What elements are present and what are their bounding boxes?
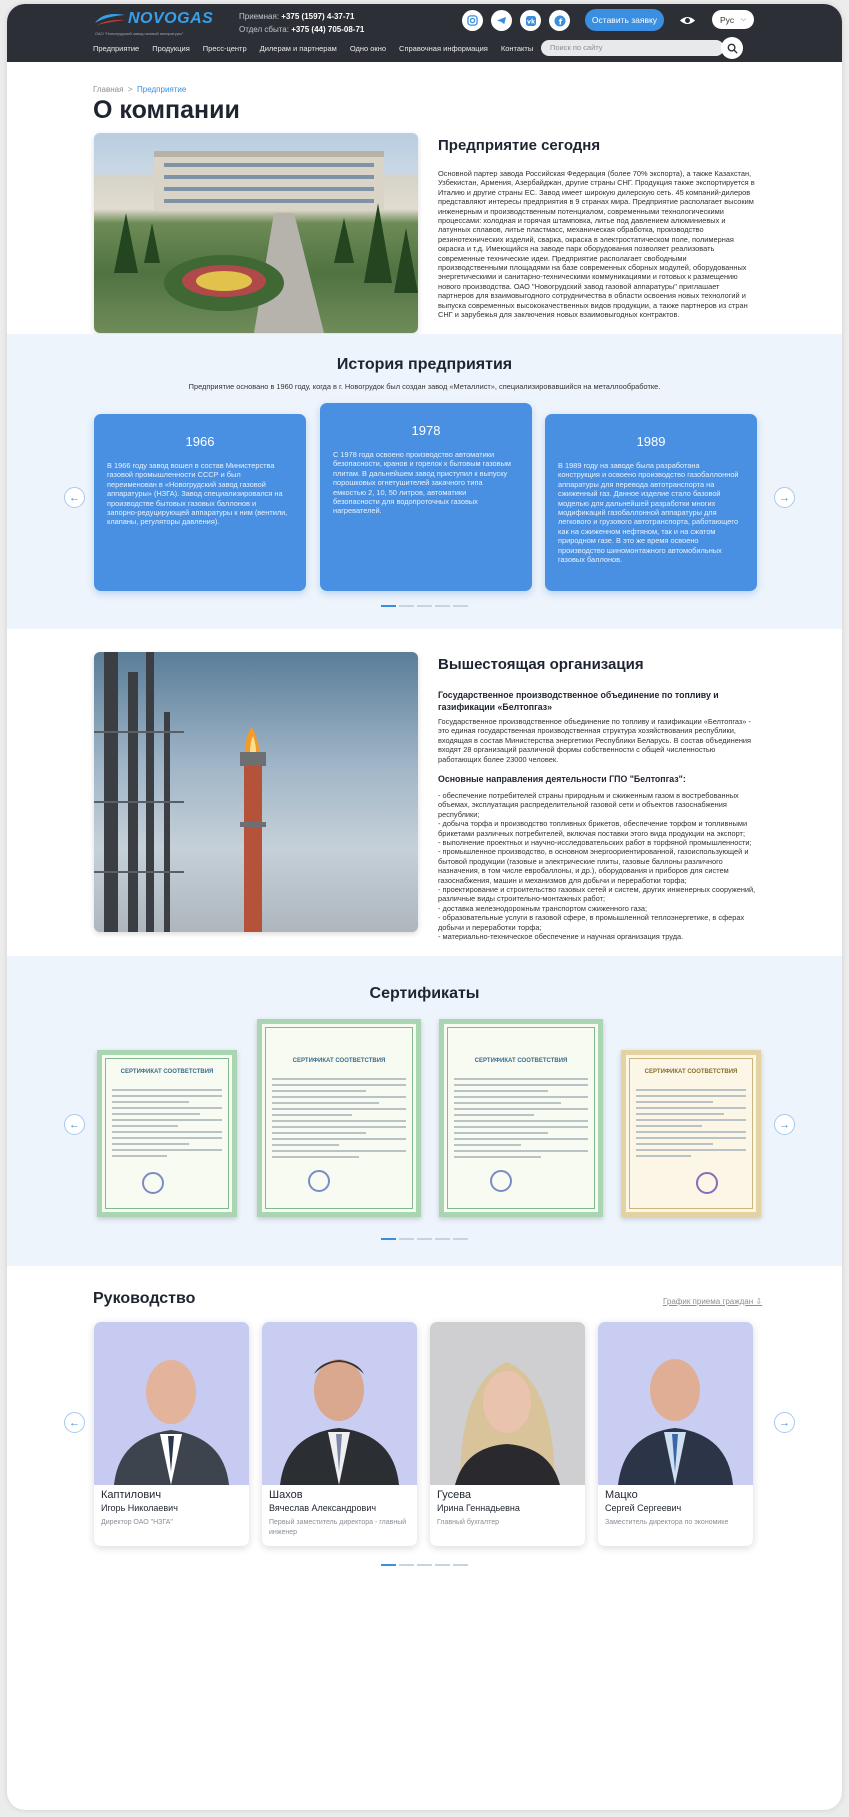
pagination-dot[interactable] (399, 1238, 414, 1240)
telegram-icon[interactable] (491, 10, 512, 31)
pagination-dot[interactable] (417, 1564, 432, 1566)
certificate-image[interactable] (621, 1050, 761, 1217)
direction-item: - добыча торфа и производство топливных брикетов, обеспечение торфом и топливными брикетами различных потребителей, включая поставки этого вида продукции на экспорт; (438, 819, 748, 838)
stamp-icon (142, 1172, 164, 1194)
certificate-heading: СЕРТИФИКАТ СООТВЕТСТВИЯ (120, 1069, 214, 1075)
history-year: 1989 (636, 434, 666, 449)
certificate-image[interactable] (439, 1019, 603, 1217)
person-photo (430, 1322, 585, 1485)
main-nav (93, 44, 546, 53)
reception-schedule-label: График приема граждан (663, 1297, 754, 1306)
certificate-heading: СЕРТИФИКАТ СООТВЕТСТВИЯ (292, 1058, 386, 1064)
today-title: Предприятие сегодня (438, 137, 601, 154)
person-last-name: Мацко (605, 1489, 638, 1501)
chevron-down-icon: ⌵ (740, 15, 746, 23)
history-text: С 1978 года освоено производство автоматики безопасности, кранов и горелок к бытовым газовым плитам. В дальнейшем завод приступил к выпуску порошковых огнетушителей закачного типа емкостью 2, 10, 50 литров, автоматики безопасности для водопроточных газовых нагревателей. (333, 450, 511, 516)
certificates-pagination (381, 1238, 468, 1240)
pagination-dot[interactable] (381, 605, 396, 607)
history-next-button[interactable] (774, 487, 795, 508)
person-last-name: Шахов (269, 1489, 303, 1501)
pagination-dot[interactable] (381, 1564, 396, 1566)
parent-title: Вышестоящая организация (438, 656, 644, 673)
phone1[interactable]: +375 (1597) 4-37-71 (281, 12, 355, 21)
download-icon: ⇩ (755, 1297, 763, 1306)
history-card (94, 414, 306, 591)
pagination-dot[interactable] (453, 1564, 468, 1566)
instagram-icon[interactable] (462, 10, 483, 31)
svg-text:f: f (558, 17, 562, 26)
parent-directions-title: Основные направления деятельности ГПО "Белтопгаз": (438, 774, 686, 784)
breadcrumb-separator: > (127, 85, 133, 94)
today-text: Основной партер завода Российская Федерация (более 70% экспорта), а также Казахстан, Узбекистан, Армения, Азербайджан, другие страны СНГ. Продукция также экспортируется в Италию и другие страны ЕС. Завод имеет широкую дилерскую сеть. 45 компаний-дилеров представляют интересы предприятия в 9 странах мира. Предприятие располагает высоким инженерным и производственным потенциалом, современными технологическими процессами: холодная и горячая штамповка, литье под давлением алюминиевых и латунных сплавов, литье пластмасс, механическая обработка, производство резинотехнических изделий, сварка, окраска в электростатическом поле, полимерная окраска и т.д. Имеющийся на заводе парк оборудования позволяет реализовать современные технические идеи. Предприятие располагает свободными производственными площадями на базе современных сборных модулей, оборудованных энергетическими и санитарно-техническими коммуникациями и готовых к размещению нового производства. ОАО "Новогрудский завод газовой аппаратуры" приглашает партнеров для взаимовыгодного сотрудничества в области освоения новых технологий и выпуска современных высококачественных видов продукции, а также партнеров из стран СНГ и зарубежья для заключения новых взаимовыгодных контрактов. (438, 169, 755, 320)
arrow-left-icon: ← (69, 491, 80, 504)
person-card[interactable] (598, 1322, 753, 1546)
history-text: В 1989 году на заводе была разработана конструкция и освоено производство газобаллонной аппаратуры для перевода автотранспорта на сжиженный газ. Данное изделие стало базовой моделью для дальнейшей разработки многих модификаций газобаллонной аппаратуры для легкового и грузового автотранспорта, работающего как на сжиженном нефтяном, так и на сжатом природном газе. В это же время освоено производство шиномонтажного автомобильных газовых баллонов. (558, 461, 739, 565)
stamp-icon (490, 1170, 512, 1192)
pagination-dot[interactable] (453, 1238, 468, 1240)
breadcrumb-current: Предприятие (137, 85, 187, 94)
logo[interactable] (93, 10, 223, 36)
management-title: Руководство (93, 1290, 196, 1307)
site-header (7, 4, 842, 62)
person-first-name: Игорь Николаевич (101, 1503, 178, 1513)
certificate-heading: СЕРТИФИКАТ СООТВЕТСТВИЯ (474, 1058, 568, 1064)
pagination-dot[interactable] (435, 1564, 450, 1566)
management-pagination (381, 1564, 468, 1566)
direction-item: - материально-техническое обеспечение и научная организация труда. (438, 932, 684, 942)
person-card[interactable] (430, 1322, 585, 1546)
management-prev-button[interactable] (64, 1412, 85, 1433)
pagination-dot[interactable] (435, 605, 450, 607)
phone2[interactable]: +375 (44) 705-08-71 (291, 25, 365, 34)
parent-directions-list (438, 791, 756, 942)
phone2-label: Отдел сбыта: (239, 25, 289, 34)
person-role: Директор ОАО "НЗГА" (101, 1519, 173, 1526)
pagination-dot[interactable] (417, 605, 432, 607)
breadcrumb-home[interactable]: Главная (93, 85, 124, 94)
person-card[interactable] (262, 1322, 417, 1546)
parent-org-name: Государственное производственное объединение по топливу и газификации «Белтопгаз» (438, 690, 719, 712)
facebook-icon[interactable] (549, 10, 570, 31)
history-title: История предприятия (336, 356, 513, 373)
request-button[interactable]: Оставить заявку (585, 9, 664, 31)
svg-text:vk: vk (526, 18, 535, 25)
factory-photo (94, 133, 418, 333)
stamp-icon (696, 1172, 718, 1194)
gas-flare-photo (94, 652, 418, 932)
search-button[interactable] (721, 37, 743, 59)
arrow-right-icon: → (779, 491, 790, 504)
pagination-dot[interactable] (435, 1238, 450, 1240)
nav-item-dealers[interactable]: Дилерам и партнерам (259, 44, 337, 53)
management-next-button[interactable] (774, 1412, 795, 1433)
certificates-next-button[interactable] (774, 1114, 795, 1135)
person-photo (262, 1322, 417, 1485)
direction-item: - выполнение проектных и научно-исследовательских работ в торфяной промышленности; (438, 838, 752, 848)
accessibility-eye-icon[interactable] (679, 15, 696, 26)
logo-text: NOVOGAS (128, 10, 214, 27)
stamp-icon (308, 1170, 330, 1192)
phone1-label: Приемная: (239, 12, 280, 21)
pagination-dot[interactable] (381, 1238, 396, 1240)
person-role: Первый заместитель директора - главный инженер (269, 1519, 407, 1536)
breadcrumb (93, 85, 186, 94)
direction-item: - проектирование и строительство газовых сетей и систем, других инженерных сооружений, различные виды строительно-монтажных работ; (438, 885, 756, 904)
person-first-name: Сергей Сергеевич (605, 1503, 682, 1513)
parent-org-text: Государственное производственное объединение по топливу и газификации «Белтопгаз» - это единая государственная производственная структура хозяйствования республики, входящая в состав Министерства энергетики Республики Беларусь. В состав объединения входят 28 организаций различной формы собственности с общей численностью работающих более 23000 человек. (438, 717, 752, 764)
logo-icon (93, 11, 127, 27)
search-icon (727, 43, 738, 54)
certificate-image[interactable] (257, 1019, 421, 1217)
direction-item: - образовательные услуги в газовой сфере, в промышленной теплоэнергетике, в сферах добычи и переработки торфа; (438, 913, 745, 932)
language-select[interactable] (712, 10, 754, 29)
history-prev-button[interactable] (64, 487, 85, 508)
page-title: О компании (93, 96, 240, 124)
direction-item: - промышленное производство, в основном энергоориентированной, газоиспользующей и бытовой продукции (газовые и электрические плиты, газовые баллоны различного назначения, в том числе евробаллоны, и др.), оборудования и приборов для систем газоснабжения, машин и механизмов для добычи и переработки торфа; (438, 847, 749, 885)
arrow-left-icon: ← (69, 1118, 80, 1131)
language-value: Рус (720, 14, 735, 25)
person-last-name: Гусева (437, 1489, 472, 1501)
nav-item-press[interactable]: Пресс-центр (202, 44, 247, 53)
reception-schedule-link[interactable] (663, 1297, 762, 1306)
history-text: В 1966 году завод вошел в состав Министерства газовой промышленности СССР и был переименован в «Новогрудский завод газовой аппаратуры» (НЗГА). Завод специализировался на производстве бытовых газовых баллонов и запорно-редуцирующей аппаратуры к ним (вентили, клапаны, регуляторы давления). (107, 461, 288, 527)
person-photo (598, 1322, 753, 1485)
certificate-heading: СЕРТИФИКАТ СООТВЕТСТВИЯ (644, 1069, 738, 1075)
pagination-dot[interactable] (417, 1238, 432, 1240)
history-subtitle: Предприятие основано в 1960 году, когда в г. Новогрудок был создан завод «Металлист», специализировавшийся на металлообработке. (188, 382, 661, 391)
certificates-title: Сертификаты (369, 985, 480, 1002)
history-pagination (381, 605, 468, 607)
page-frame (7, 4, 842, 1810)
nav-item-one-window[interactable]: Одно окно (349, 44, 387, 53)
history-card (320, 403, 532, 591)
contact-phones (239, 10, 364, 36)
certificate-image[interactable] (97, 1050, 237, 1217)
person-role: Заместитель директора по экономике (605, 1519, 729, 1526)
nav-item-reference[interactable]: Справочная информация (399, 44, 488, 53)
history-card (545, 414, 757, 591)
arrow-right-icon: → (779, 1416, 790, 1429)
arrow-left-icon: ← (69, 1416, 80, 1429)
arrow-right-icon: → (779, 1118, 790, 1131)
nav-item-enterprise[interactable]: Предприятие (93, 44, 140, 53)
nav-item-contacts[interactable]: Контакты (500, 44, 534, 53)
logo-subtitle: ОАО "Новогрудский завод газовой аппаратуры" (95, 31, 184, 36)
direction-item: - доставка железнодорожным транспортом сжиженного газа; (438, 903, 648, 913)
vk-icon[interactable] (520, 10, 541, 31)
person-role: Главный бухгалтер (437, 1519, 499, 1526)
person-first-name: Вячеслав Александрович (269, 1503, 377, 1513)
pagination-dot[interactable] (453, 605, 468, 607)
history-year: 1966 (185, 434, 215, 449)
person-photo (94, 1322, 249, 1485)
direction-item: - обеспечение потребителей страны природным и сжиженным газом в востребованных объемах, эксплуатация распределительной газовой сети и объектов газоснабжения республики; (438, 791, 739, 819)
person-first-name: Ирина Геннадьевна (437, 1503, 520, 1513)
nav-item-products[interactable]: Продукция (152, 44, 190, 53)
person-last-name: Каптилович (101, 1489, 162, 1501)
history-year: 1978 (411, 423, 441, 438)
certificates-prev-button[interactable] (64, 1114, 85, 1135)
pagination-dot[interactable] (399, 605, 414, 607)
person-card[interactable] (94, 1322, 249, 1546)
search-input[interactable]: Поиск по сайту (541, 40, 724, 56)
pagination-dot[interactable] (399, 1564, 414, 1566)
